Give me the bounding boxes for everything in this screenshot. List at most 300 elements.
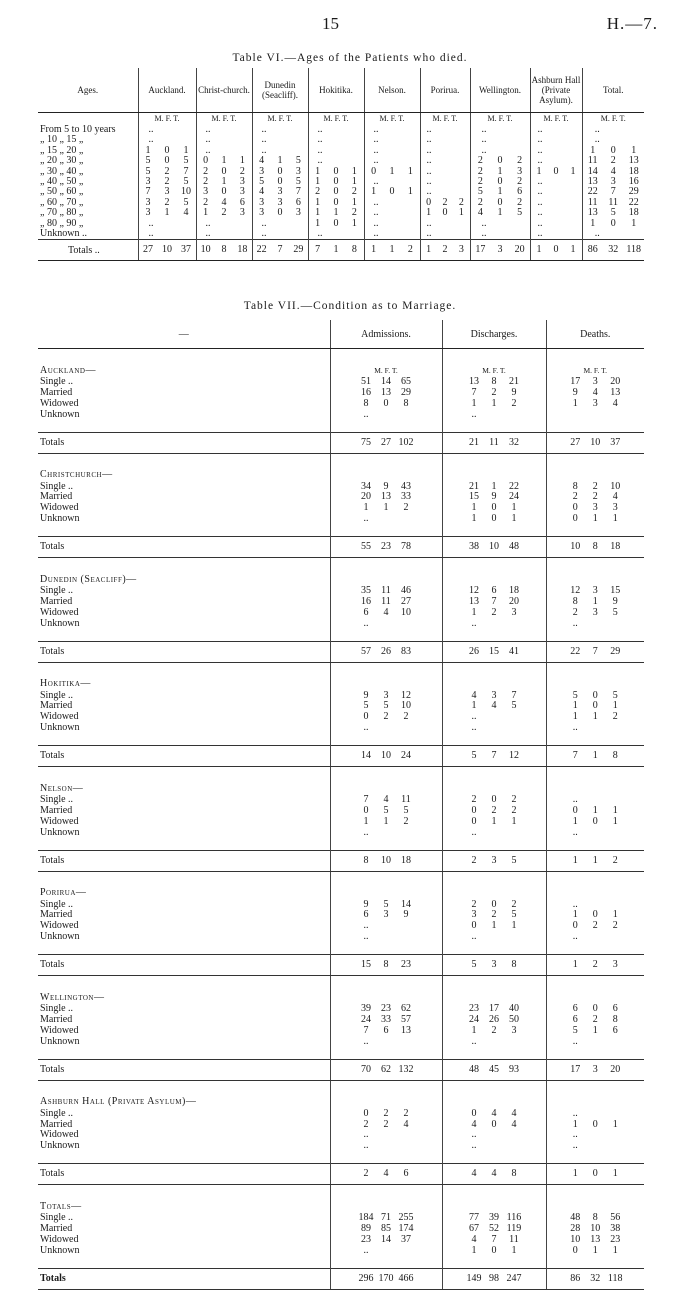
age-row-label: „ 10 „ 15 „ [40,135,84,146]
cell-value: 1 [315,207,321,219]
cell-value: 40 [509,1003,519,1015]
table-cell [330,746,442,767]
cell-value [384,156,400,166]
cell-value: .. [481,124,487,135]
cell-value: 0 [221,186,227,198]
cell-value: 1 [592,750,598,762]
cell-value: 12 [570,585,581,597]
column-header-5: Nelson. [364,68,420,113]
cell-value: 3 [592,1063,598,1075]
cell-value: 6 [239,196,245,208]
column-header-3: Dunedin (Seacliff). [252,68,308,113]
cell-value [400,146,416,156]
cell-value: 6 [363,909,369,921]
cell-value: .. [426,175,432,187]
cell-value: 0 [572,502,578,514]
table-row [38,399,644,410]
cell-value [585,619,605,630]
table-cell [546,399,644,410]
table-row [38,410,644,421]
cell-value: 2 [511,397,517,409]
totals-label: Totals [38,641,330,662]
cell-value: .. [471,1035,477,1047]
column-header-0: Ages. [38,68,138,113]
total-value: 0 [553,244,559,256]
totals-cell [308,240,364,261]
cell-value: 5 [363,700,369,712]
age-row-label: From 5 to 10 years [40,125,116,135]
cell-value: 39 [361,1003,371,1015]
cell-value: 2 [592,480,598,492]
table-cell [442,1141,546,1152]
cell-value: 6 [517,186,523,198]
row-label-cell [38,795,330,806]
row-label: Unknown [40,1036,80,1047]
cell-value [508,219,524,229]
cell-value: 8 [612,1014,618,1025]
cell-value: .. [363,826,369,838]
cell-value: 6 [295,196,301,208]
cell-value [272,125,288,135]
cell-value: 1 [511,920,517,932]
mft-subheader: M. F. T. [432,114,458,123]
cell-value: 38 [469,541,479,553]
cell-value: 1 [383,502,389,514]
cell-value [453,167,469,177]
cell-value: 1 [239,155,245,167]
cell-value [453,229,469,239]
row-label-cell [38,1037,330,1048]
cell-value: 32 [509,436,519,448]
cell-value: 2 [458,196,464,208]
section-header-row [38,1097,644,1109]
cell-value: 7 [592,645,598,657]
cell-value [396,514,416,525]
cell-value: 0 [363,804,369,816]
cell-value: 5 [471,959,477,971]
table-row [38,1235,644,1246]
cell-value: 26 [381,645,391,657]
cell-value: 24 [401,750,411,762]
cell-value: 37 [610,436,621,448]
cell-value: .. [471,722,477,734]
cell-value: 0 [592,689,598,701]
table-cell [442,1164,546,1185]
totals-cell [364,240,420,261]
cell-value [605,723,625,734]
table-cell [197,229,252,239]
cell-value: 89 [361,1223,371,1235]
row-label: Unknown [40,409,80,420]
cell-value: 1 [491,920,497,932]
table-cell [583,229,645,239]
cell-value: .. [363,920,369,932]
cell-value: 149 [466,1272,482,1284]
cell-value: 3 [239,186,245,198]
cell-value [216,125,232,135]
cell-value: 2 [612,854,618,866]
cell-value: 9 [383,480,389,492]
cell-value: 4 [491,1168,497,1180]
cell-value: 0 [389,186,395,198]
cell-value: .. [471,408,477,420]
cell-value: 4 [221,196,227,208]
cell-value: 8 [511,1168,517,1180]
cell-value: 1 [333,207,339,219]
table-cell [442,921,546,932]
cell-value: 132 [398,1063,414,1075]
cell-value: 21 [469,480,479,492]
cell-value: .. [363,513,369,525]
cell-value: 23 [401,959,411,971]
cell-value: 0 [491,1244,497,1256]
cell-value: 57 [361,645,371,657]
table-row [38,691,644,702]
cell-value: .. [481,144,487,156]
ages-data-column [364,113,420,240]
cell-value: 0 [333,217,339,229]
cell-value: 0 [221,165,227,177]
table-cell [546,1026,644,1037]
cell-value: 10 [401,606,411,618]
table-row [38,492,644,503]
cell-value [384,219,400,229]
cell-value: 0 [592,909,598,921]
header-dash: — [38,320,330,349]
cell-value: 4 [471,1118,477,1130]
cell-value: .. [373,155,379,167]
cell-value: 7 [511,689,517,701]
cell-value: .. [471,826,477,838]
cell-value: 13 [381,491,391,503]
cell-value [492,229,508,239]
row-label: Unknown [40,1245,80,1256]
cell-value [564,125,580,135]
cell-value: 2 [511,898,517,910]
cell-value: 2 [491,909,497,921]
cell-value: 18 [509,585,519,597]
cell-value: 50 [509,1014,519,1025]
row-label-cell [38,1224,330,1235]
cell-value: .. [572,794,578,806]
total-value: 37 [181,244,191,256]
cell-value [396,723,416,734]
cell-value [396,828,416,839]
row-label: Widowed [40,503,79,514]
cell-value: 3 [592,397,598,409]
total-value: 1 [333,244,339,256]
column-header-0: Admissions. [330,320,442,349]
cell-value: 174 [398,1223,414,1235]
cell-value: 1 [592,513,598,525]
cell-value [159,229,175,239]
table-cell [253,125,308,135]
cell-value: 6 [491,585,497,597]
cell-value: .. [148,217,154,229]
cell-value: 51 [361,376,371,387]
cell-value: 0 [363,1107,369,1119]
table-cell [330,399,442,410]
cell-value [564,208,580,218]
cell-value: 2 [592,1014,598,1025]
cell-value: 0 [497,196,503,208]
cell-value [328,156,344,166]
table-cell [583,208,645,218]
section-header-row [38,783,644,795]
cell-value [564,229,580,239]
cell-value: 15 [610,585,621,597]
row-label-cell [38,806,330,817]
cell-value: 1 [363,502,369,514]
section-name: Auckland— [38,365,330,377]
section-name: Ashburn Hall (Private Asylum)— [38,1097,330,1109]
cell-value: .. [594,227,600,239]
cell-value: .. [594,134,600,146]
cell-value: 3 [491,854,497,866]
totals-label: Totals [38,432,330,453]
cell-value: 18 [628,207,639,219]
table-cell [365,198,420,208]
cell-value: 11 [587,155,598,167]
cell-value: 28 [570,1223,581,1235]
age-row-label: „ 70 „ 80 „ [40,208,84,219]
cell-value: 170 [378,1272,394,1284]
cell-value: 1 [371,186,377,198]
cell-value: 67 [469,1223,479,1235]
total-value: 7 [277,244,283,256]
cell-value: .. [537,207,543,219]
cell-value: 0 [164,144,170,156]
cell-value: 2 [363,1168,369,1180]
totals-cell [470,240,530,261]
cell-value: 13 [610,386,621,398]
row-label: Single .. [40,1108,74,1119]
cell-value: 48 [469,1063,479,1075]
cell-value: 5 [517,207,523,219]
cell-value [548,229,564,239]
table-cell [546,1246,644,1257]
row-label: Married [40,387,73,398]
cell-value: 18 [401,854,411,866]
cell-value: 2 [203,175,209,187]
cell-value: 1 [497,207,503,219]
cell-value: 296 [358,1272,374,1284]
row-label-cell [38,482,330,493]
cell-value: 2 [592,920,598,932]
cell-value: 1 [277,155,283,167]
cell-value: 1 [471,1024,477,1036]
total-value: 3 [497,244,503,256]
cell-value: .. [426,227,432,239]
table-row [38,806,644,817]
cell-value: 10 [489,541,499,553]
cell-value: 57 [401,1014,411,1025]
cell-value: 3 [145,175,151,187]
cell-value [484,932,504,943]
cell-value: 13 [590,1233,601,1245]
cell-value: 1 [572,1118,578,1130]
table-cell [442,701,546,712]
cell-value [288,219,304,229]
section-name: Hokitika— [38,679,330,691]
cell-value: 466 [398,1272,414,1284]
table-row [38,514,644,525]
totals-row [38,432,644,453]
cell-value: 8 [511,959,517,971]
cell-value [564,135,580,145]
cell-value [376,619,396,630]
table-cell [330,1130,442,1141]
row-label-cell [38,503,330,514]
row-label: Married [40,492,73,503]
cell-value: 11 [587,196,598,208]
cell-value: .. [481,217,487,229]
cell-value [585,828,605,839]
cell-value [504,1037,524,1048]
table-row [38,619,644,630]
cell-value: 4 [592,386,598,398]
cell-value: 26 [489,1014,499,1025]
cell-value: 21 [509,376,519,387]
cell-value [585,932,605,943]
table-cell [330,503,442,514]
cell-value [453,177,469,187]
totals-cell [252,240,308,261]
table-cell [330,1164,442,1185]
cell-value: 83 [401,645,411,657]
cell-value [484,619,504,630]
cell-value: 0 [491,898,497,910]
cell-value: 1 [351,217,357,229]
cell-value: 3 [517,165,523,177]
table-cell [139,229,196,239]
cell-value [508,135,524,145]
table-cell [442,712,546,723]
total-value: 1 [536,244,542,256]
totals-cell [582,240,644,261]
cell-value: 3 [383,689,389,701]
cell-value [396,410,416,421]
cell-value: .. [363,1035,369,1047]
cell-value: .. [572,1107,578,1119]
table-cell [253,219,308,229]
table-cell [442,932,546,943]
table-cell [330,537,442,558]
age-row-label: „ 15 „ 20 „ [40,145,84,156]
row-label-cell [38,586,330,597]
cell-value [376,932,396,943]
cell-value: 9 [363,689,369,701]
cell-value: 2 [403,1107,409,1119]
cell-value: 8 [363,854,369,866]
section-name: Wellington— [38,992,330,1004]
row-label-cell [38,1130,330,1141]
cell-value: 1 [592,1024,598,1036]
cell-value [504,1130,524,1141]
total-value: 1 [371,244,377,256]
table-cell [471,229,530,239]
cell-value: 2 [239,165,245,177]
cell-value: 3 [259,196,265,208]
cell-value [605,1109,625,1120]
column-header-2: Christ-church. [196,68,252,113]
table-cell [330,514,442,525]
table-cell [442,1246,546,1257]
section-header-row [38,470,644,482]
cell-value: 1 [203,207,209,219]
cell-value: 1 [315,165,321,177]
table-cell [197,125,252,135]
cell-value: 18 [610,541,621,553]
table-cell [139,208,196,218]
cell-value [437,156,453,166]
cell-value: 4 [383,606,389,618]
cell-value: 7 [183,165,189,177]
row-label: Unknown [40,1141,80,1152]
row-label-cell [38,1026,330,1037]
cell-value: .. [471,931,477,943]
totals-row [38,1268,644,1289]
table-cell [442,1120,546,1131]
cell-value: 1 [351,196,357,208]
cell-value [437,167,453,177]
table-row [38,828,644,839]
cell-value: 15 [361,959,371,971]
cell-value: .. [426,186,432,198]
cell-value: 7 [145,186,151,198]
cell-value [400,219,416,229]
cell-value: 29 [628,186,639,198]
cell-value [585,723,605,734]
cell-value: 1 [407,186,413,198]
cell-value: 2 [610,155,616,167]
cell-value [376,921,396,932]
cell-value: .. [317,134,323,146]
cell-value: 4 [403,1118,409,1130]
cell-value: 6 [363,606,369,618]
cell-value: 2 [351,207,357,219]
table-cell [365,208,420,218]
table-cell [421,208,470,218]
cell-value: 5 [295,155,301,167]
cell-value: 4 [471,1168,477,1180]
cell-value: 17 [570,1063,581,1075]
cell-value [272,219,288,229]
row-label-cell [38,1015,330,1026]
cell-value: 2 [442,196,448,208]
cell-value: 3 [145,207,151,219]
cell-value: 26 [469,645,479,657]
cell-value: 2 [164,165,170,177]
cell-value: 1 [612,1118,618,1130]
cell-value: 2 [572,606,578,618]
section-name: Porirua— [38,888,330,900]
table-cell [421,229,470,239]
table-row [38,597,644,608]
cell-value: 0 [553,165,559,177]
cell-value: 0 [164,155,170,167]
total-value: 10 [200,244,211,256]
table-row [38,1004,644,1015]
cell-value: 13 [628,155,639,167]
table-cell [442,537,546,558]
row-label-cell [38,1120,330,1131]
cell-value: 2 [383,1118,389,1130]
cell-value: 12 [401,689,411,701]
cell-value: 11 [608,196,619,208]
cell-value [504,1141,524,1152]
cell-value [564,198,580,208]
